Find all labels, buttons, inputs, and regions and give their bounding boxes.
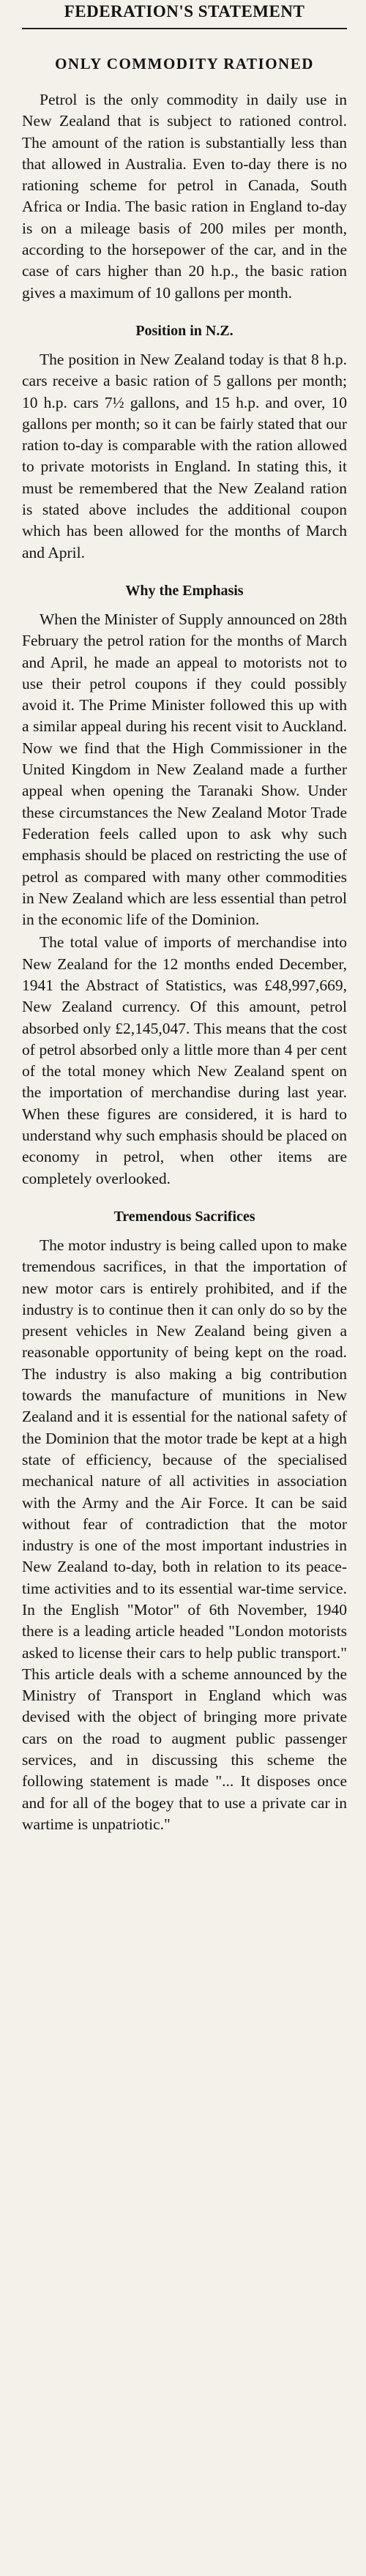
section-intro <box>22 89 347 304</box>
section-position <box>22 321 347 564</box>
section-heading: Position in N.Z. <box>135 322 234 339</box>
masthead-rule <box>22 28 347 29</box>
paragraph: The position in New Zealand today is that 8 h.p. cars receive a basic ration of 5 gallons per month; 10 h.p. cars 7½ gallons, and 15 h.p. and over, 10 gallons per month; so it can be fairly stated that our ration to-day is comparable with the ration allowed to private motorists in England. In stating this, it must be remembered that the New Zealand ration is stated above includes the additional coupon which has been allowed for the months of March and April. <box>22 350 347 561</box>
paragraph: The motor industry is being called upon to make tremendous sacrifices, in that the importation of new motor cars is entirely prohibited, and if the industry is to continue then it can only do so by the present vehicles in New Zealand being given a reasonable opportunity of being kept on the road. The industry is also making a big contribution towards the manufacture of munitions in New Zealand and it is essential for the national safety of the Dominion that the motor trade be kept at a high state of efficiency, because of the specialised mechanical nature of all activities in association with the Army and the Air Force. It can be said without fear of contradiction that the motor industry is one of the most important industries in New Zealand to-day, both in relation to its peace-time activities and to its essential war-time service. In the English "Motor" of 6th November, 1940 there is a leading article headed "London motorists asked to license their cars to help public transport." This article deals with a scheme announced by the Ministry of Transport in England which was devised with the object of bringing more private cars on the road to augment public passenger services, and in discussing this scheme the following statement is made "... It disposes once and for all of the bogey that to use a private car in wartime is unpatriotic." <box>22 1236 347 1833</box>
paragraph: Petrol is the only commodity in daily use in New Zealand that is subject to rationed control. The amount of the ration is substantially less than that allowed in Australia. Even to-day there is no rationing scheme for petrol in Canada, South Africa or India. The basic ration in England to-day is on a mileage basis of 200 miles per month, according to the horsepower of the car, and in the case of cars higher than 20 h.p., the basic ration gives a maximum of 10 gallons per month. <box>22 91 347 302</box>
masthead: FEDERATION'S STATEMENT <box>64 2 305 20</box>
section-emphasis <box>22 581 347 1190</box>
paragraph: When the Minister of Supply announced on 28th February the petrol ration for the months of March and April, he made an appeal to motorists not to use their petrol coupons if they could possibly avoid it. The Prime Minister followed this up with a similar appeal during his recent visit to Auckland. Now we find that the High Commissioner in the United Kingdom in New Zealand made a further appeal when opening the Taranaki Show. Under these circumstances the New Zealand Motor Trade Federation feels called upon to ask why such emphasis should be placed on restricting the use of petrol as compared with many other commodities in New Zealand which are less essential than petrol in the economic life of the Dominion. <box>22 610 347 929</box>
section-heading: Tremendous Sacrifices <box>113 1208 255 1225</box>
section-heading: Why the Emphasis <box>125 582 244 599</box>
article-headline: ONLY COMMODITY RATIONED <box>55 55 314 72</box>
section-sacrifices <box>22 1207 347 1835</box>
paragraph: The total value of imports of merchandise into New Zealand for the 12 months ended December, 1941 the Abstract of Statistics, was £48,997,669, New Zealand currency. Of this amount, petrol absorbed only £2,145,047. This means that the cost of petrol absorbed only a little more than 4 per cent of the total money which New Zealand spent on the importation of merchandise during last year. When these figures are considered, it is hard to understand why such emphasis should be placed on economy in petrol, when other items are completely overlooked. <box>22 933 347 1187</box>
